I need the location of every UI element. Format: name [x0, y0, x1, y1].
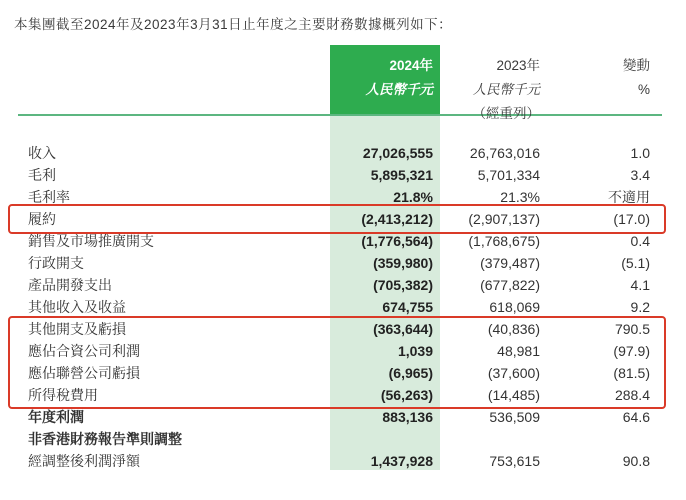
value-2024: (359,980) [373, 255, 433, 271]
row-label: 非香港財務報告準則調整 [28, 431, 182, 447]
value-2023: 536,509 [489, 409, 540, 425]
table-row [0, 296, 686, 318]
table-row [0, 208, 686, 230]
value-2024: 21.8% [393, 189, 433, 205]
header-2024-year: 2024年 [389, 58, 433, 73]
table-body [0, 142, 686, 472]
value-change: 790.5 [614, 321, 650, 337]
table-row [0, 274, 686, 296]
value-2024: 674,755 [382, 299, 433, 315]
value-change: 288.4 [614, 387, 650, 403]
value-change: 90.8 [622, 453, 650, 469]
table-row [0, 252, 686, 274]
value-change: (5.1) [621, 255, 650, 271]
value-change: 9.2 [630, 299, 650, 315]
header-change-percent: % [637, 82, 650, 97]
value-change: (17.0) [613, 211, 650, 227]
value-2023: 753,615 [489, 453, 540, 469]
value-change: 3.4 [630, 167, 650, 183]
value-2024 [330, 428, 440, 450]
value-2024: (2,413,212) [361, 211, 433, 227]
row-label: 其他開支及虧損 [28, 321, 126, 337]
value-2023: 5,701,334 [477, 167, 540, 183]
row-label: 所得稅費用 [28, 387, 98, 403]
header-2023-restated: （經重列） [472, 106, 540, 121]
table-row [0, 362, 686, 384]
value-change [540, 428, 650, 450]
row-label: 應佔合資公司利潤 [28, 343, 140, 359]
value-2024: 5,895,321 [370, 167, 433, 183]
value-2023: 48,981 [497, 343, 540, 359]
value-2023: (37,600) [487, 365, 540, 381]
value-2024: (363,644) [373, 321, 433, 337]
table-row [0, 340, 686, 362]
table-row [0, 186, 686, 208]
value-2023: 618,069 [489, 299, 540, 315]
table-row [0, 142, 686, 164]
value-2024: 1,437,928 [370, 453, 433, 469]
value-2023: (14,485) [487, 387, 540, 403]
row-label: 應佔聯營公司虧損 [28, 365, 140, 381]
value-2024: (6,965) [388, 365, 433, 381]
row-label: 行政開支 [28, 255, 84, 271]
value-2023: (1,768,675) [468, 233, 540, 249]
header-2023 [440, 45, 540, 126]
value-2023: (2,907,137) [468, 211, 540, 227]
value-change: (81.5) [613, 365, 650, 381]
value-2024: 27,026,555 [362, 145, 433, 161]
value-2023: (379,487) [480, 255, 540, 271]
value-change: (97.9) [613, 343, 650, 359]
row-label: 產品開發支出 [28, 277, 112, 293]
value-change: 0.4 [630, 233, 650, 249]
value-2024: (56,263) [380, 387, 433, 403]
header-2023-year: 2023年 [496, 58, 540, 73]
value-2024: (1,776,564) [361, 233, 433, 249]
value-2023: (40,836) [487, 321, 540, 337]
value-change: 4.1 [630, 277, 650, 293]
row-label: 年度利潤 [28, 409, 84, 425]
row-label: 毛利率 [28, 189, 70, 205]
value-2023: 26,763,016 [469, 145, 540, 161]
value-2024: (705,382) [373, 277, 433, 293]
row-label: 收入 [28, 145, 56, 161]
value-2024: 883,136 [382, 409, 433, 425]
value-change: 1.0 [630, 145, 650, 161]
header-2023-unit: 人民幣千元 [472, 82, 540, 97]
row-label: 經調整後利潤淨額 [28, 453, 140, 469]
row-label: 其他收入及收益 [28, 299, 126, 315]
header-2024 [330, 45, 440, 126]
table-row [0, 230, 686, 252]
table-row [0, 318, 686, 340]
value-2024: 1,039 [397, 343, 433, 359]
page-title: 本集團截至2024年及2023年3月31日止年度之主要財務數據概列如下： [14, 17, 453, 32]
row-label: 履約 [28, 211, 56, 227]
row-label: 銷售及市場推廣開支 [28, 233, 154, 249]
header-change-label: 變動 [623, 58, 650, 73]
table-header-row [0, 45, 686, 126]
value-2023 [440, 428, 540, 450]
row-label: 毛利 [28, 167, 56, 183]
header-change [540, 45, 650, 126]
header-spacer [0, 45, 330, 126]
value-change: 不適用 [608, 189, 650, 205]
table-row [0, 384, 686, 406]
value-2023: 21.3% [500, 189, 540, 205]
table-row [0, 406, 686, 428]
table-row [0, 164, 686, 186]
table-row [0, 428, 686, 450]
header-2024-unit: 人民幣千元 [365, 82, 433, 97]
value-2023: (677,822) [480, 277, 540, 293]
table-row [0, 450, 686, 472]
value-change: 64.6 [622, 409, 650, 425]
